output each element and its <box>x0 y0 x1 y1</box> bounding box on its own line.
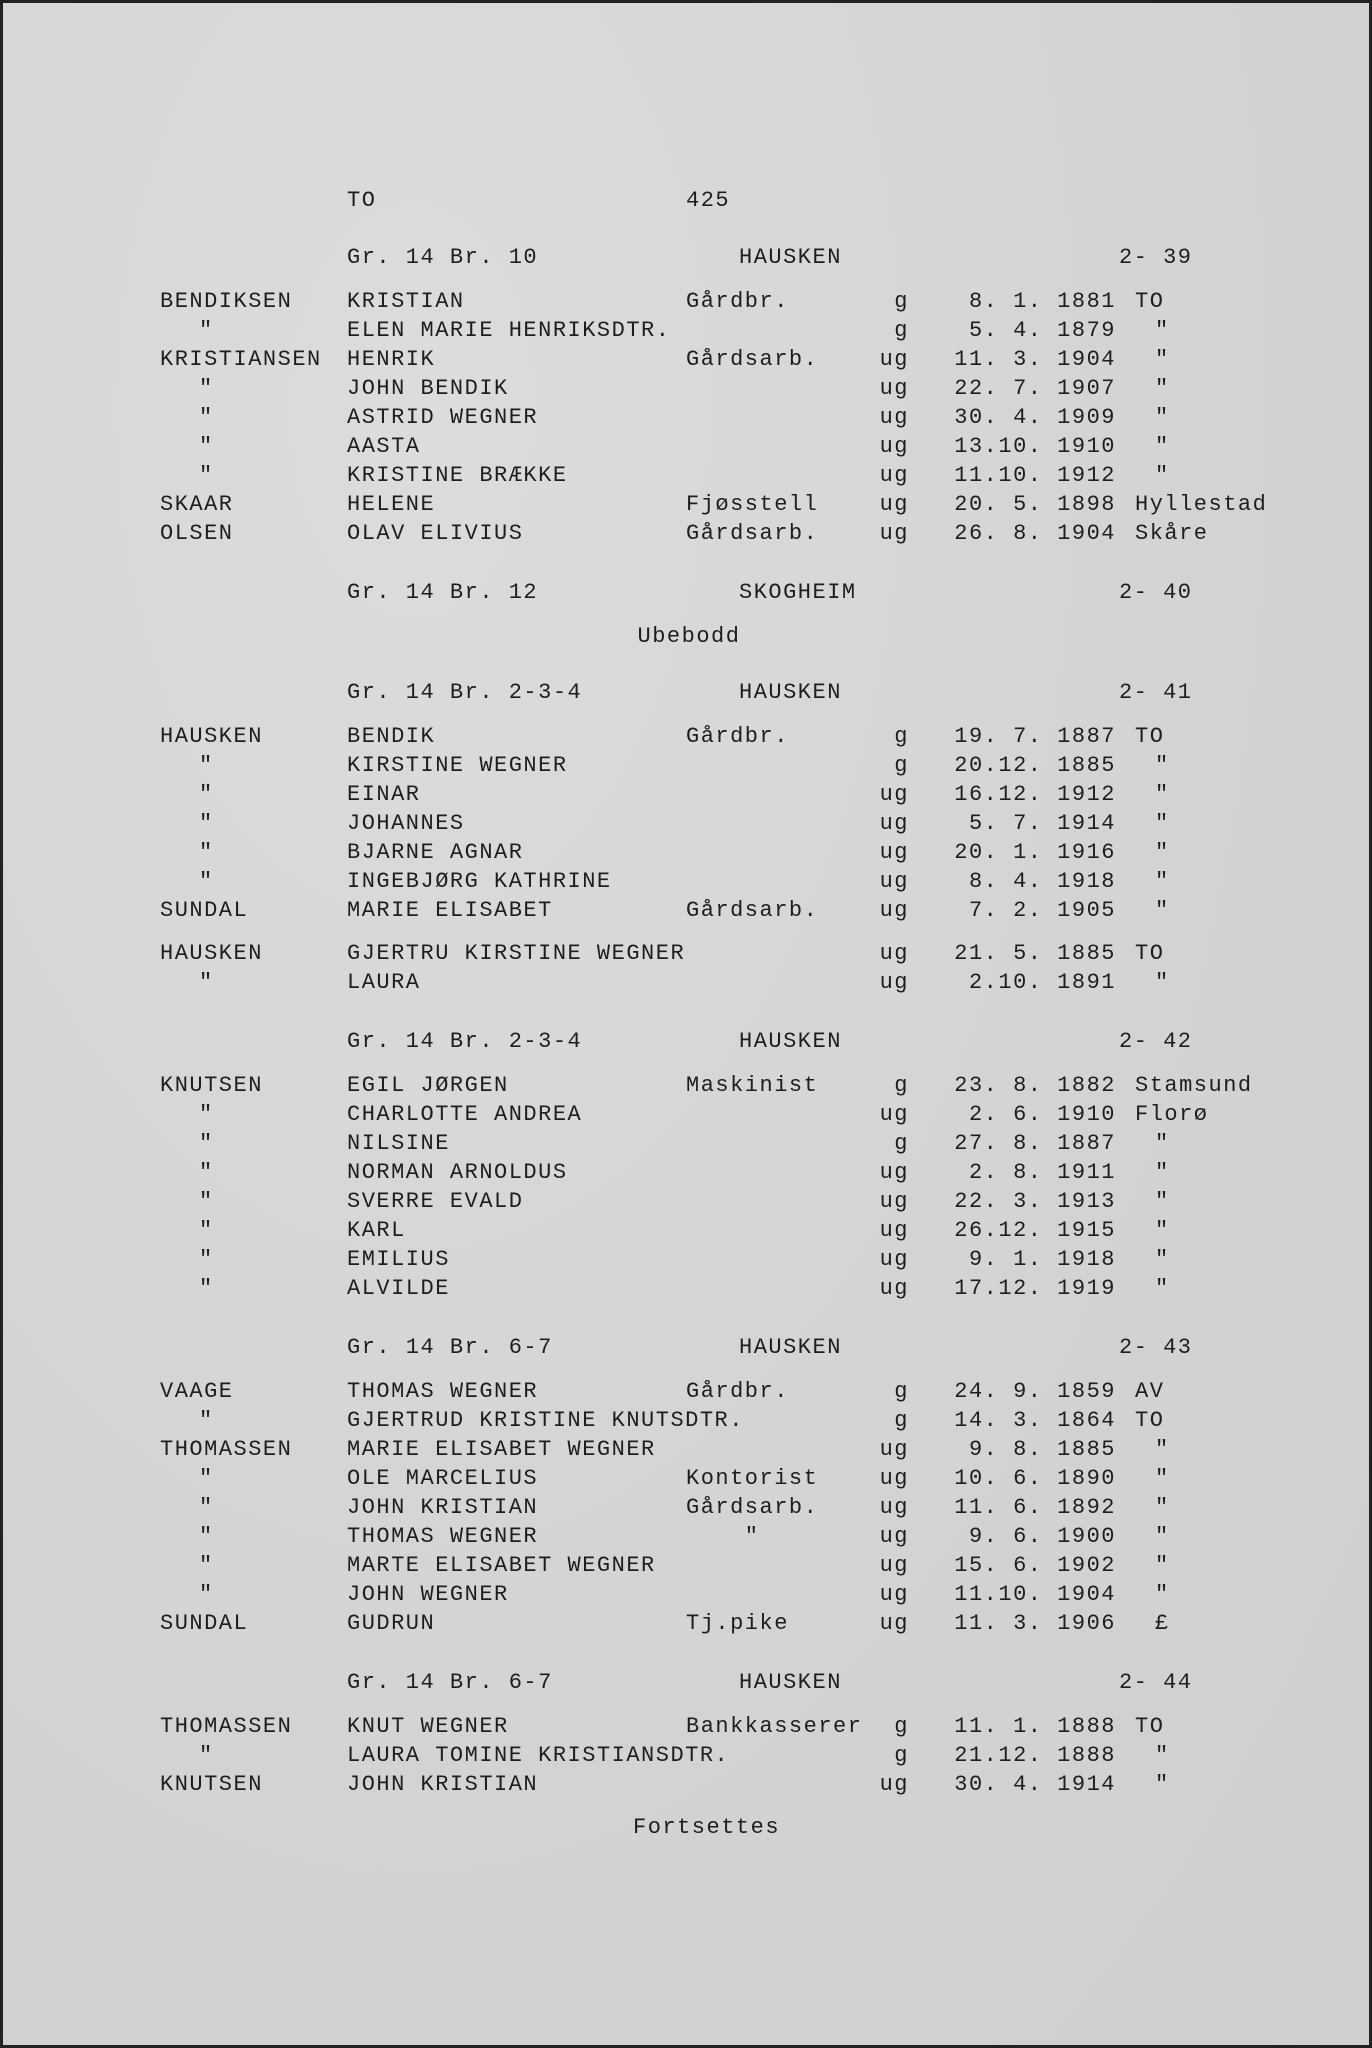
marital-status: ug <box>879 898 909 923</box>
marital-status: ug <box>879 434 909 459</box>
surname: " <box>199 376 214 401</box>
birthplace: Florø <box>1135 1102 1209 1127</box>
given-name: MARTE ELISABET WEGNER <box>347 1553 656 1578</box>
marital-status: ug <box>879 492 909 517</box>
district-code: TO <box>347 188 377 213</box>
occupation: Maskinist <box>686 1073 819 1098</box>
surname: " <box>199 869 214 894</box>
given-name: EINAR <box>347 782 421 807</box>
birthplace: " <box>1155 1276 1170 1301</box>
surname: " <box>199 1524 214 1549</box>
birth-date: 22. 7. 1907 <box>954 376 1116 401</box>
farm-name: SKOGHEIM <box>739 580 857 605</box>
given-name: MARIE ELISABET WEGNER <box>347 1437 656 1462</box>
surname: " <box>199 434 214 459</box>
surname: KNUTSEN <box>160 1772 263 1797</box>
occupation: Gårdsarb. <box>686 1495 819 1520</box>
birth-date: 2. 6. 1910 <box>968 1102 1116 1127</box>
birth-date: 20. 1. 1916 <box>954 840 1116 865</box>
marital-status: ug <box>879 869 909 894</box>
given-name: KIRSTINE WEGNER <box>347 753 568 778</box>
given-name: KRISTINE BRÆKKE <box>347 463 568 488</box>
person-row <box>3 1071 1372 1100</box>
property-number: Gr. 14 Br. 6-7 <box>347 1670 553 1695</box>
person-row <box>3 287 1372 316</box>
birth-date: 2.10. 1891 <box>968 970 1116 995</box>
given-name: NORMAN ARNOLDUS <box>347 1160 568 1185</box>
marital-status: ug <box>879 347 909 372</box>
surname: HAUSKEN <box>160 724 263 749</box>
birthplace: " <box>1155 811 1170 836</box>
birth-date: 13.10. 1910 <box>954 434 1116 459</box>
birth-date: 21.12. 1888 <box>954 1743 1116 1768</box>
given-name: OLE MARCELIUS <box>347 1466 539 1491</box>
occupation: Gårdsarb. <box>686 521 819 546</box>
surname: " <box>199 405 214 430</box>
marital-status: g <box>894 753 909 778</box>
birth-date: 9. 6. 1900 <box>968 1524 1116 1549</box>
household-number: 2- 39 <box>1119 245 1193 270</box>
birthplace: TO <box>1135 1408 1165 1433</box>
person-row <box>3 1551 1372 1580</box>
given-name: ALVILDE <box>347 1276 450 1301</box>
given-name: JOHANNES <box>347 811 465 836</box>
occupation: " <box>686 1524 760 1549</box>
person-row <box>3 896 1372 925</box>
birth-date: 11. 1. 1888 <box>954 1714 1116 1739</box>
marital-status: ug <box>879 521 909 546</box>
surname: " <box>199 811 214 836</box>
surname: " <box>199 1160 214 1185</box>
surname: " <box>199 782 214 807</box>
farm-name: HAUSKEN <box>739 1335 842 1360</box>
marital-status: ug <box>879 840 909 865</box>
property-number: Gr. 14 Br. 2-3-4 <box>347 1029 583 1054</box>
surname: SUNDAL <box>160 898 249 923</box>
birth-date: 11.10. 1904 <box>954 1582 1116 1607</box>
birthplace: TO <box>1135 941 1165 966</box>
person-row <box>3 345 1372 374</box>
person-row <box>3 1187 1372 1216</box>
person-row <box>3 1712 1372 1741</box>
given-name: HELENE <box>347 492 436 517</box>
birth-date: 20.12. 1885 <box>954 753 1116 778</box>
farm-name: HAUSKEN <box>739 680 842 705</box>
section-header <box>3 1333 1372 1362</box>
person-row <box>3 1245 1372 1274</box>
occupation: Gårdsarb. <box>686 898 819 923</box>
surname: " <box>199 753 214 778</box>
occupation: Kontorist <box>686 1466 819 1491</box>
marital-status: ug <box>879 1611 909 1636</box>
birth-date: 27. 8. 1887 <box>954 1131 1116 1156</box>
birthplace: Stamsund <box>1135 1073 1253 1098</box>
birthplace: Skåre <box>1135 521 1209 546</box>
surname: SUNDAL <box>160 1611 249 1636</box>
person-row <box>3 490 1372 519</box>
person-row <box>3 968 1372 997</box>
surname: " <box>199 1276 214 1301</box>
occupation: Gårdbr. <box>686 724 789 749</box>
birth-date: 30. 4. 1914 <box>954 1772 1116 1797</box>
marital-status: g <box>894 318 909 343</box>
birthplace: Hyllestad <box>1135 492 1268 517</box>
surname: " <box>199 1466 214 1491</box>
given-name: BJARNE AGNAR <box>347 840 524 865</box>
birthplace: " <box>1155 1437 1170 1462</box>
marital-status: ug <box>879 1582 909 1607</box>
person-row <box>3 1493 1372 1522</box>
section-header <box>3 1027 1372 1056</box>
birth-date: 22. 3. 1913 <box>954 1189 1116 1214</box>
person-row <box>3 1129 1372 1158</box>
person-row <box>3 374 1372 403</box>
surname: THOMASSEN <box>160 1437 293 1462</box>
birthplace: " <box>1155 898 1170 923</box>
given-name: SVERRE EVALD <box>347 1189 524 1214</box>
person-row <box>3 461 1372 490</box>
birth-date: 9. 8. 1885 <box>968 1437 1116 1462</box>
marital-status: ug <box>879 1772 909 1797</box>
birth-date: 10. 6. 1890 <box>954 1466 1116 1491</box>
person-row <box>3 1406 1372 1435</box>
marital-status: ug <box>879 1247 909 1272</box>
page-heading <box>3 186 1372 215</box>
birth-date: 19. 7. 1887 <box>954 724 1116 749</box>
person-row <box>3 751 1372 780</box>
person-row <box>3 519 1372 548</box>
surname: " <box>199 1408 214 1433</box>
birthplace: " <box>1155 1582 1170 1607</box>
person-row <box>3 1770 1372 1799</box>
marital-status: ug <box>879 463 909 488</box>
marital-status: g <box>894 1408 909 1433</box>
marital-status: ug <box>879 1437 909 1462</box>
birthplace: " <box>1155 405 1170 430</box>
occupation: Gårdbr. <box>686 1379 789 1404</box>
birthplace: " <box>1155 434 1170 459</box>
surname: " <box>199 463 214 488</box>
birth-date: 23. 8. 1882 <box>954 1073 1116 1098</box>
birthplace: " <box>1155 970 1170 995</box>
birthplace: " <box>1155 1772 1170 1797</box>
surname: THOMASSEN <box>160 1714 293 1739</box>
surname: SKAAR <box>160 492 234 517</box>
person-row <box>3 1158 1372 1187</box>
marital-status: ug <box>879 1466 909 1491</box>
surname: " <box>199 1247 214 1272</box>
surname: " <box>199 970 214 995</box>
surname: " <box>199 840 214 865</box>
given-name: THOMAS WEGNER <box>347 1379 539 1404</box>
person-row <box>3 1580 1372 1609</box>
given-name: HENRIK <box>347 347 436 372</box>
person-row <box>3 722 1372 751</box>
given-name: KARL <box>347 1218 406 1243</box>
person-row <box>3 1464 1372 1493</box>
property-number: Gr. 14 Br. 12 <box>347 580 539 605</box>
given-name: INGEBJØRG KATHRINE <box>347 869 612 894</box>
surname: " <box>199 1495 214 1520</box>
continued-text: Fortsettes <box>633 1815 781 1840</box>
surname: " <box>199 1582 214 1607</box>
marital-status: g <box>894 1073 909 1098</box>
birthplace: " <box>1155 376 1170 401</box>
given-name: GJERTRU KIRSTINE WEGNER <box>347 941 686 966</box>
surname: " <box>199 1102 214 1127</box>
birthplace: " <box>1155 782 1170 807</box>
given-name: JOHN KRISTIAN <box>347 1495 539 1520</box>
birthplace: " <box>1155 1189 1170 1214</box>
birthplace: " <box>1155 1495 1170 1520</box>
given-name: NILSINE <box>347 1131 450 1156</box>
birthplace: " <box>1155 1131 1170 1156</box>
birthplace: TO <box>1135 289 1165 314</box>
birth-date: 8. 1. 1881 <box>968 289 1116 314</box>
marital-status: g <box>894 1131 909 1156</box>
surname: BENDIKSEN <box>160 289 293 314</box>
person-row <box>3 1522 1372 1551</box>
given-name: MARIE ELISABET <box>347 898 553 923</box>
birth-date: 7. 2. 1905 <box>968 898 1116 923</box>
property-number: Gr. 14 Br. 6-7 <box>347 1335 553 1360</box>
birthplace: " <box>1155 1247 1170 1272</box>
census-listing <box>3 186 1372 1842</box>
marital-status: ug <box>879 1189 909 1214</box>
given-name: CHARLOTTE ANDREA <box>347 1102 583 1127</box>
marital-status: ug <box>879 1276 909 1301</box>
person-row <box>3 838 1372 867</box>
given-name: ELEN MARIE HENRIKSDTR. <box>347 318 671 343</box>
birth-date: 8. 4. 1918 <box>968 869 1116 894</box>
occupation: Fjøsstell <box>686 492 819 517</box>
surname: " <box>199 1743 214 1768</box>
surname: " <box>199 1189 214 1214</box>
birthplace: " <box>1155 1218 1170 1243</box>
birthplace: TO <box>1135 724 1165 749</box>
birthplace: " <box>1155 753 1170 778</box>
surname: " <box>199 1131 214 1156</box>
birthplace: " <box>1155 463 1170 488</box>
farm-name: HAUSKEN <box>739 245 842 270</box>
household-number: 2- 43 <box>1119 1335 1193 1360</box>
birth-date: 17.12. 1919 <box>954 1276 1116 1301</box>
occupation: Tj.pike <box>686 1611 789 1636</box>
given-name: LAURA <box>347 970 421 995</box>
person-row <box>3 867 1372 896</box>
given-name: GUDRUN <box>347 1611 436 1636</box>
marital-status: g <box>894 1743 909 1768</box>
person-row <box>3 1609 1372 1638</box>
surname: KNUTSEN <box>160 1073 263 1098</box>
given-name: BENDIK <box>347 724 436 749</box>
marital-status: ug <box>879 970 909 995</box>
birth-date: 5. 4. 1879 <box>968 318 1116 343</box>
birth-date: 15. 6. 1902 <box>954 1553 1116 1578</box>
birth-date: 24. 9. 1859 <box>954 1379 1116 1404</box>
marital-status: ug <box>879 1102 909 1127</box>
birth-date: 26. 8. 1904 <box>954 521 1116 546</box>
birth-date: 20. 5. 1898 <box>954 492 1116 517</box>
occupation: Gårdsarb. <box>686 347 819 372</box>
person-row <box>3 780 1372 809</box>
given-name: AASTA <box>347 434 421 459</box>
birth-date: 11. 3. 1904 <box>954 347 1116 372</box>
household-number: 2- 44 <box>1119 1670 1193 1695</box>
birth-date: 2. 8. 1911 <box>968 1160 1116 1185</box>
person-row <box>3 809 1372 838</box>
marital-status: ug <box>879 1495 909 1520</box>
farm-name: HAUSKEN <box>739 1670 842 1695</box>
farm-name: HAUSKEN <box>739 1029 842 1054</box>
marital-status: ug <box>879 1218 909 1243</box>
property-number: Gr. 14 Br. 10 <box>347 245 539 270</box>
marital-status: ug <box>879 1160 909 1185</box>
birth-date: 21. 5. 1885 <box>954 941 1116 966</box>
given-name: JOHN KRISTIAN <box>347 1772 539 1797</box>
marital-status: ug <box>879 941 909 966</box>
birthplace: " <box>1155 347 1170 372</box>
person-row <box>3 1100 1372 1129</box>
section-header <box>3 578 1372 607</box>
birthplace: " <box>1155 1466 1170 1491</box>
person-row <box>3 403 1372 432</box>
marital-status: ug <box>879 1553 909 1578</box>
birthplace: AV <box>1135 1379 1165 1404</box>
birthplace: " <box>1155 1553 1170 1578</box>
given-name: THOMAS WEGNER <box>347 1524 539 1549</box>
birthplace: " <box>1155 1743 1170 1768</box>
marital-status: ug <box>879 405 909 430</box>
person-row <box>3 1377 1372 1406</box>
household-number: 2- 41 <box>1119 680 1193 705</box>
property-number: Gr. 14 Br. 2-3-4 <box>347 680 583 705</box>
surname: " <box>199 1218 214 1243</box>
person-row <box>3 1274 1372 1303</box>
given-name: KNUT WEGNER <box>347 1714 509 1739</box>
person-row <box>3 1216 1372 1245</box>
given-name: JOHN BENDIK <box>347 376 509 401</box>
birthplace: " <box>1155 1524 1170 1549</box>
given-name: OLAV ELIVIUS <box>347 521 524 546</box>
household-number: 2- 42 <box>1119 1029 1193 1054</box>
marital-status: ug <box>879 1524 909 1549</box>
given-name: ASTRID WEGNER <box>347 405 539 430</box>
surname: VAAGE <box>160 1379 234 1404</box>
marital-status: g <box>894 289 909 314</box>
given-name: JOHN WEGNER <box>347 1582 509 1607</box>
surname: " <box>199 318 214 343</box>
birth-date: 11.10. 1912 <box>954 463 1116 488</box>
birthplace: TO <box>1135 1714 1165 1739</box>
birth-date: 11. 6. 1892 <box>954 1495 1116 1520</box>
household-number: 2- 40 <box>1119 580 1193 605</box>
person-row <box>3 316 1372 345</box>
person-row <box>3 939 1372 968</box>
birth-date: 9. 1. 1918 <box>968 1247 1116 1272</box>
section-header <box>3 1668 1372 1697</box>
person-row <box>3 1741 1372 1770</box>
marital-status: g <box>894 724 909 749</box>
surname: " <box>199 1553 214 1578</box>
marital-status: ug <box>879 376 909 401</box>
section-header <box>3 243 1372 272</box>
birthplace: " <box>1155 318 1170 343</box>
surname: KRISTIANSEN <box>160 347 322 372</box>
given-name: GJERTRUD KRISTINE KNUTSDTR. <box>347 1408 744 1433</box>
birth-date: 16.12. 1912 <box>954 782 1116 807</box>
birth-date: 26.12. 1915 <box>954 1218 1116 1243</box>
section-note <box>3 622 1372 651</box>
person-row <box>3 432 1372 461</box>
birth-date: 5. 7. 1914 <box>968 811 1116 836</box>
birthplace: " <box>1155 1160 1170 1185</box>
given-name: KRISTIAN <box>347 289 465 314</box>
marital-status: ug <box>879 782 909 807</box>
marital-status: g <box>894 1379 909 1404</box>
birthplace: " <box>1155 840 1170 865</box>
occupation: Gårdbr. <box>686 289 789 314</box>
marital-status: g <box>894 1714 909 1739</box>
given-name: EGIL JØRGEN <box>347 1073 509 1098</box>
page-number: 425 <box>686 188 731 213</box>
marital-status: ug <box>879 811 909 836</box>
person-row <box>3 1435 1372 1464</box>
continuation-note <box>3 1813 1372 1842</box>
section-header <box>3 678 1372 707</box>
note-text: Ubebodd <box>637 624 741 649</box>
surname: HAUSKEN <box>160 941 263 966</box>
birth-date: 11. 3. 1906 <box>954 1611 1116 1636</box>
birthplace: £ <box>1155 1611 1170 1636</box>
birth-date: 30. 4. 1909 <box>954 405 1116 430</box>
birthplace: " <box>1155 869 1170 894</box>
given-name: LAURA TOMINE KRISTIANSDTR. <box>347 1743 730 1768</box>
given-name: EMILIUS <box>347 1247 450 1272</box>
birth-date: 14. 3. 1864 <box>954 1408 1116 1433</box>
surname: OLSEN <box>160 521 234 546</box>
occupation: Bankkasserer <box>686 1714 863 1739</box>
